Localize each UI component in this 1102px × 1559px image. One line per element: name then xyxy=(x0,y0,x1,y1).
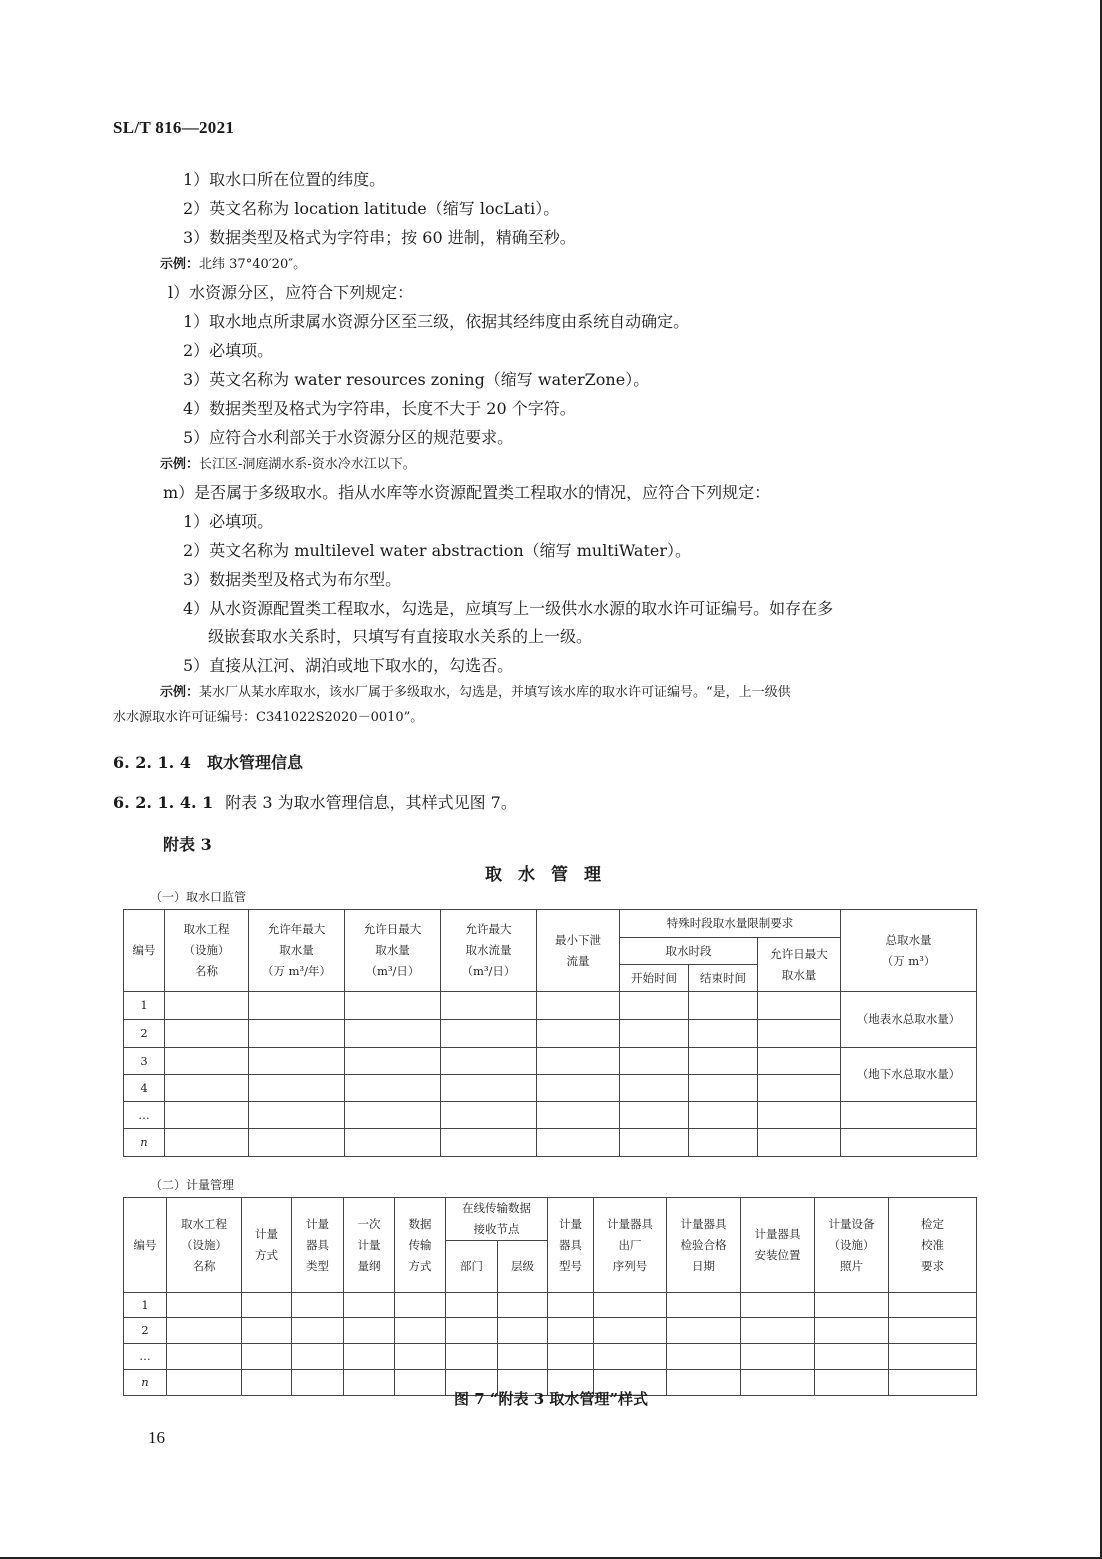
row-number: 3 xyxy=(124,1048,165,1075)
header-no: 编号 xyxy=(124,910,165,992)
row-number: 2 xyxy=(124,1318,167,1344)
example-1 xyxy=(160,256,306,274)
header-minflow: 最小下泄 流量 xyxy=(537,910,620,992)
body-line: l）水资源分区，应符合下列规定： xyxy=(168,283,414,302)
body-line: 5）直接从江河、湖泊或地下取水的，勾选否。 xyxy=(183,656,514,675)
body-line: 4）数据类型及格式为字符串，长度不大于 20 个字符。 xyxy=(183,399,576,418)
body-line: 3）英文名称为 water resources zoning（缩写 waterZone）。 xyxy=(183,370,650,389)
page-number: 16 xyxy=(148,1428,165,1447)
table1-caption: （一）取水口监管 xyxy=(150,890,247,904)
table-row xyxy=(124,1048,977,1075)
table-row xyxy=(124,1293,977,1318)
table-title: 取水管理 xyxy=(485,865,617,885)
row-number: 1 xyxy=(124,992,165,1020)
row-number: n xyxy=(124,1370,167,1396)
ground-total: （地下水总取水量） xyxy=(841,1048,977,1102)
header-special: 特殊时段取水量限制要求 xyxy=(620,910,841,938)
subsection-number: 6. 2. 1. 4. 1 xyxy=(113,793,214,812)
metering-table xyxy=(123,1197,977,1396)
table-row xyxy=(124,1318,977,1344)
subsection-text: 附表 3 为取水管理信息，其样式见图 7。 xyxy=(225,793,517,812)
water-intake-table xyxy=(123,909,977,1157)
example-text: 长江区-洞庭湖水系-资水冷水江以下。 xyxy=(199,457,416,472)
table-row xyxy=(124,1344,977,1370)
table-row xyxy=(124,1102,977,1129)
body-line: 1）必填项。 xyxy=(183,512,274,531)
header-daily: 允许日最大 取水量 （m³/日） xyxy=(345,910,441,992)
body-line: 3）数据类型及格式为字符串；按 60 进制，精确至秒。 xyxy=(183,228,576,247)
header-annual: 允许年最大 取水量 （万 m³/年） xyxy=(249,910,345,992)
header-photo: 计量设备 （设施） 照片 xyxy=(815,1198,889,1293)
example-2 xyxy=(160,456,416,474)
body-line: 3）数据类型及格式为布尔型。 xyxy=(183,570,402,589)
standard-number: SL/T 816—2021 xyxy=(113,118,235,137)
table-row xyxy=(124,1129,977,1157)
body-line: m）是否属于多级取水。指从水库等水资源配置类工程取水的情况，应符合下列规定： xyxy=(163,483,771,502)
example-3 xyxy=(160,684,791,702)
body-line: 4）从水资源配置类工程取水，勾选是，应填写上一级供水水源的取水许可证编号。如存在多 xyxy=(183,599,834,618)
section-title: 取水管理信息 xyxy=(206,753,303,772)
section-heading xyxy=(113,750,303,773)
row-number: 4 xyxy=(124,1075,165,1102)
table-row xyxy=(124,992,977,1020)
body-line: 1）取水口所在位置的纬度。 xyxy=(183,170,386,189)
header-daily-max: 允许日最大 取水量 xyxy=(758,938,841,992)
figure-caption: 图 7 “附表 3 取水管理”样式 xyxy=(453,1390,649,1408)
row-number: n xyxy=(124,1129,165,1157)
header-date: 计量器具 检验合格 日期 xyxy=(667,1198,741,1293)
example-text: 某水厂从某水库取水，该水厂属于多级取水，勾选是，并填写该水库的取水许可证编号。“是，上一级供 xyxy=(199,685,791,700)
header-project: 取水工程 （设施） 名称 xyxy=(167,1198,242,1293)
row-number: 2 xyxy=(124,1020,165,1048)
example-label: 示例： xyxy=(160,457,200,472)
example-text: 北纬 37°40′20″。 xyxy=(199,257,307,272)
example-3-cont: 水水源取水许可证编号：C341022S2020－0010”。 xyxy=(113,710,424,725)
header-no: 编号 xyxy=(124,1198,167,1293)
header-flow: 允许最大 取水流量 （m³/日） xyxy=(441,910,537,992)
row-number: … xyxy=(124,1102,165,1129)
body-line: 1）取水地点所隶属水资源分区至三级，依据其经纬度由系统自动确定。 xyxy=(183,312,690,331)
body-line: 2）英文名称为 location latitude（缩写 locLati）。 xyxy=(183,199,560,218)
example-label: 示例： xyxy=(160,257,200,272)
header-transmission: 数据 传输 方式 xyxy=(395,1198,446,1293)
surface-total: （地表水总取水量） xyxy=(841,992,977,1048)
header-end: 结束时间 xyxy=(689,965,758,992)
body-line: 级嵌套取水关系时，只填写有直接取水关系的上一级。 xyxy=(208,627,593,646)
header-project: 取水工程 （设施） 名称 xyxy=(165,910,249,992)
row-number: 1 xyxy=(124,1293,167,1318)
subsection xyxy=(113,793,517,813)
body-line: 5）应符合水利部关于水资源分区的规范要求。 xyxy=(183,428,514,447)
header-serial: 计量器具 出厂 序列号 xyxy=(594,1198,667,1293)
header-level: 层级 xyxy=(498,1241,548,1293)
header-type: 计量 器具 类型 xyxy=(292,1198,344,1293)
header-calibration: 检定 校准 要求 xyxy=(889,1198,977,1293)
header-start: 开始时间 xyxy=(620,965,689,992)
header-primary: 一次 计量 量纲 xyxy=(344,1198,395,1293)
header-method: 计量 方式 xyxy=(242,1198,292,1293)
header-dept: 部门 xyxy=(446,1241,498,1293)
table2-caption: （二）计量管理 xyxy=(150,1178,235,1192)
example-label: 示例： xyxy=(160,685,200,700)
body-line: 2）英文名称为 multilevel water abstraction（缩写 multiWater）。 xyxy=(183,541,691,560)
appendix-label: 附表 3 xyxy=(163,835,212,854)
header-total: 总取水量 （万 m³） xyxy=(841,910,977,992)
header-model: 计量 器具 型号 xyxy=(548,1198,594,1293)
header-node: 在线传输数据 接收节点 xyxy=(446,1198,548,1241)
row-number: … xyxy=(124,1344,167,1370)
header-period: 取水时段 xyxy=(620,938,758,965)
section-number: 6. 2. 1. 4 xyxy=(113,753,191,772)
header-position: 计量器具 安装位置 xyxy=(741,1198,815,1293)
body-line: 2）必填项。 xyxy=(183,341,274,360)
